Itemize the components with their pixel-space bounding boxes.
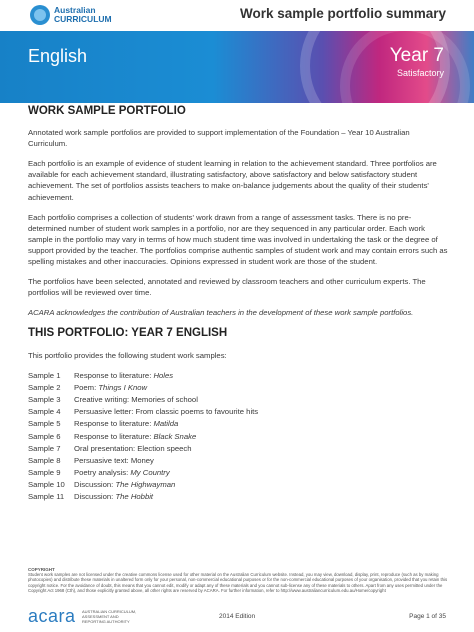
sample-title: The Highwayman (115, 480, 176, 490)
sample-id: Sample 10 (28, 480, 65, 490)
ac-logo-icon (30, 5, 50, 25)
paragraph-composition: Each portfolio comprises a collection of students' work drawn from a range of assessment tasks. There is no pre-determined number of student work samples in a portfolio, nor are they sequenced in any particular order. Each work sample in the portfolio may vary in terms of how much student time was involved in undertaking the task or the degree of support provided by the teacher. The portfolios comprise authentic samples of student work and may contain errors such as spelling mistakes and other inaccuracies. Opinions expressed in student work are those of the student. (28, 212, 448, 267)
page-number: Page 1 of 35 (409, 613, 446, 620)
sample-title: Holes (153, 370, 174, 380)
sample-desc: Creative writing: Memories of school (74, 394, 198, 404)
list-item (28, 406, 448, 418)
acara-subtitle: AUSTRALIAN CURRICULUM, ASSESSMENT AND REPORTING AUTHORITY (82, 609, 137, 624)
list-item (28, 370, 448, 382)
samples-intro: This portfolio provides the following student work samples: (28, 350, 227, 360)
sample-desc: Oral presentation: Election speech (74, 443, 192, 453)
sample-title: My Country (130, 468, 170, 478)
edition-label: 2014 Edition (219, 613, 256, 620)
sample-desc: Poem: (74, 382, 99, 392)
list-item (28, 394, 448, 406)
list-item (28, 382, 448, 394)
sample-title: Things I Know (98, 382, 148, 392)
sample-desc: Persuasive text: Money (74, 455, 154, 465)
copyright-label: COPYRIGHT (28, 567, 55, 572)
paragraph-intro: Annotated work sample portfolios are provided to support implementation of the Foundation – Year 10 Australian Curriculum. (28, 128, 410, 149)
year-level: Year 7 (389, 45, 444, 66)
section-heading-this-portfolio: THIS PORTFOLIO: YEAR 7 ENGLISH (28, 327, 228, 340)
sample-title: Black Snake (153, 431, 197, 441)
sample-desc: Poetry analysis: (74, 468, 131, 478)
sample-id: Sample 8 (28, 455, 61, 465)
sample-id: Sample 3 (28, 394, 61, 404)
list-item (28, 431, 448, 443)
copyright-text: Student work samples are not licensed under the creative commons license used for other material on the Australian Curriculum website. Instead, you may view, download, display, print, reproduce (such as by making photocopies) and distribute these materials in unaltered form only for your personal, non-commercial educational purposes or for the non-commercial educational purposes of your organisation, provided that you retain this copyright notice. For the avoidance of doubt, this means that you cannot edit, modify or adapt any of these materials and you cannot sub-license any of these materials to others. Apart from any uses permitted under the Copyright Act 1968 (Cth), and those explicitly granted above, all other rights are reserved by ACARA. For further information, refer to http://www.australiancurriculum.edu.au/Home/copyright (28, 572, 448, 593)
document-title: Work sample portfolio summary (239, 6, 446, 21)
sample-title: Matilda (153, 419, 179, 429)
sample-desc: Discussion: (74, 492, 116, 502)
sample-id: Sample 11 (28, 492, 65, 502)
achievement-level: Satisfactory (396, 68, 444, 78)
sample-desc: Discussion: (74, 480, 116, 490)
top-header (0, 0, 474, 30)
sample-desc: Response to literature: (74, 419, 154, 429)
list-item (28, 479, 448, 491)
sample-id: Sample 5 (28, 419, 61, 429)
sample-id: Sample 6 (28, 431, 61, 441)
subject-title: English (28, 46, 88, 66)
logo-line-2: CURRICULUM (54, 14, 112, 24)
list-item (28, 455, 448, 467)
sample-id: Sample 7 (28, 443, 61, 453)
sample-desc: Response to literature: (74, 370, 154, 380)
list-item (28, 491, 448, 503)
main-content (28, 106, 448, 504)
sample-id: Sample 9 (28, 468, 61, 478)
acknowledgement: ACARA acknowledges the contribution of Australian teachers in the development of these work sample portfolios. (28, 308, 414, 318)
sample-list (28, 370, 448, 504)
acara-logo: acara (28, 606, 76, 626)
section-heading-portfolio: WORK SAMPLE PORTFOLIO (28, 105, 186, 117)
list-item (28, 418, 448, 430)
logo-line-1: Australian (54, 5, 96, 15)
page-footer (0, 600, 474, 632)
sample-id: Sample 4 (28, 407, 61, 417)
paragraph-review: The portfolios have been selected, annotated and reviewed by classroom teachers and other curriculum experts. The portfolios will be reviewed over time. (28, 277, 426, 298)
sample-id: Sample 2 (28, 382, 61, 392)
list-item (28, 443, 448, 455)
australian-curriculum-logo (30, 5, 112, 25)
paragraph-evidence: Each portfolio is an example of evidence of student learning in relation to the achievement standard. Three portfolios are available for each achievement standard, illustrating satisfactory, above satisfactory and below satisfactory student achievement. The set of portfolios assists teachers to make on-balance judgements about the quality of their students' achievement. (28, 159, 437, 202)
list-item (28, 467, 448, 479)
sample-id: Sample 1 (28, 370, 61, 380)
sample-desc: Persuasive letter: From classic poems to favourite hits (74, 407, 259, 417)
sample-desc: Response to literature: (74, 431, 154, 441)
banner-decoration (340, 31, 470, 103)
subject-banner (0, 31, 474, 103)
copyright-notice (28, 567, 448, 593)
sample-title: The Hobbit (115, 492, 154, 502)
